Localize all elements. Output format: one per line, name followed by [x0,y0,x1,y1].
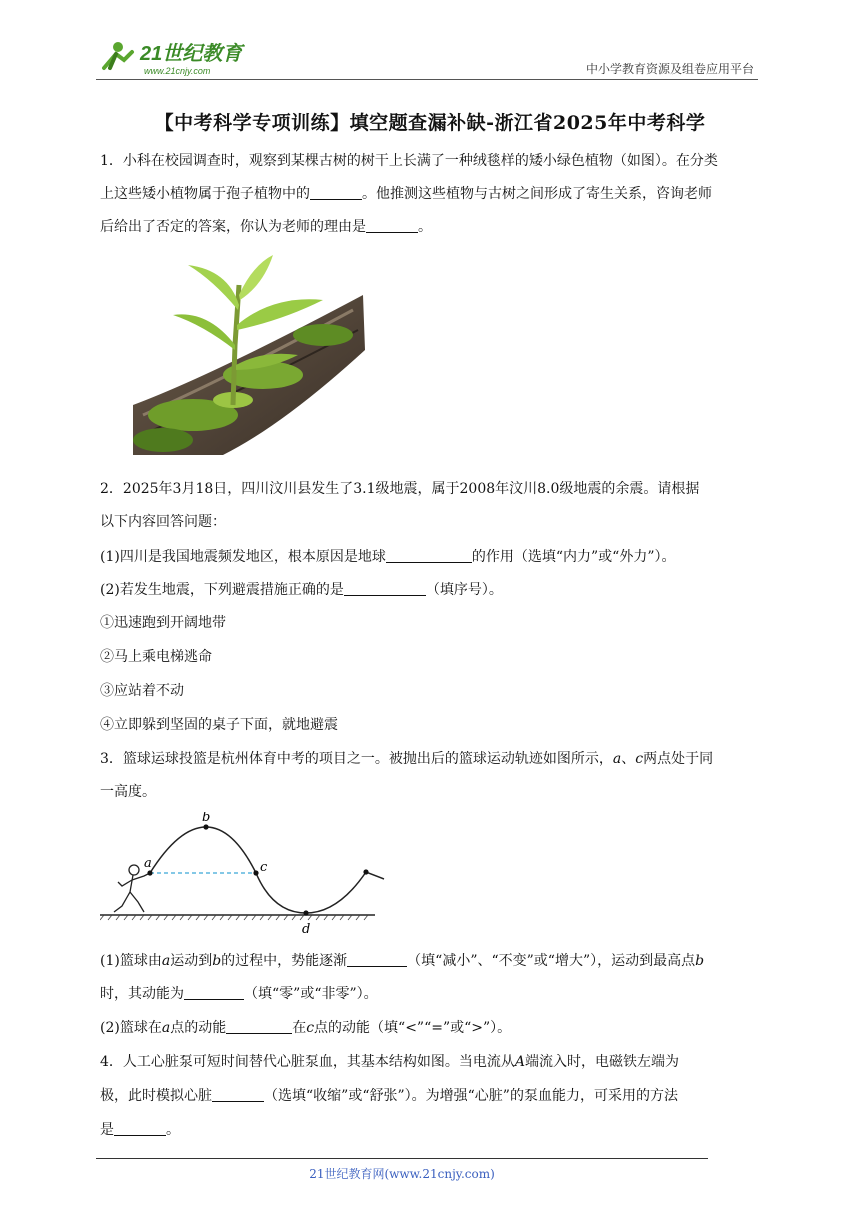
q2-option-3: ③应站着不动 [100,683,184,699]
logo [96,38,266,78]
page-header [96,38,758,82]
q2-line2: 以下内容回答问题： [100,514,226,530]
platform-name: 中小学教育资源及组卷应用平台 [585,62,754,76]
label-c: c [260,860,268,875]
point-b [203,824,208,829]
q3-sub1-line1: (1)篮球由a运动到b的过程中，势能逐渐 （填“减小”、“不变”或“增大”），运动到最高点b [100,953,705,969]
footer-divider [96,1158,708,1159]
point-end [363,869,368,874]
q3-sub1-line2: 时，其动能为 （填“零”或“非零”）。 [100,986,378,1002]
logo-text: 21世纪教育 [140,43,243,65]
basketball-trajectory-diagram [100,812,390,940]
logo-url: www.21cnjy.com [144,66,211,76]
answer-blank[interactable] [310,185,362,200]
q1-line1: 1．小科在校园调查时，观察到某棵古树的树干上长满了一种绒毯样的矮小绿色植物（如图）。在分类 [100,153,718,169]
q2-option-1: ①迅速跑到开阔地带 [100,615,226,631]
answer-blank[interactable] [366,218,418,233]
label-d: d [302,922,311,937]
page-title: 【中考科学专项训练】填空题查漏补缺-浙江省2025年中考科学 [154,112,706,134]
q4-line1: 4．人工心脏泵可短时间替代心脏泵血，其基本结构如图。当电流从A端流入时，电磁铁左端为 [100,1054,680,1070]
answer-blank[interactable] [114,1121,166,1136]
q2-sub2: (2)若发生地震，下列避震措施正确的是 （填序号）。 [100,582,503,598]
header-divider [96,79,758,80]
label-a: a [144,856,152,871]
q2-option-4: ④立即躲到坚固的桌子下面，就地避震 [100,717,338,733]
q2-line1: 2．2025年3月18日，四川汶川县发生了3.1级地震，属于2008年汶川8.0级地震的余震。请根据 [100,481,700,497]
footer-source[interactable]: 21世纪教育网(www.21cnjy.com) [309,1167,495,1181]
moss-tree-image [133,255,365,455]
label-b: b [202,812,211,825]
q4-line3: 是 。 [100,1122,180,1138]
answer-blank[interactable] [212,1087,264,1102]
q3-line1: 3．篮球运球投篮是杭州体育中考的项目之一。被抛出后的篮球运动轨迹如图所示，a、c两点处于同 [100,751,714,767]
answer-blank[interactable] [386,548,472,563]
q3-line2: 一高度。 [100,784,156,800]
q2-sub1: (1)四川是我国地震频发地区，根本原因是地球 的作用（选填“内力”或“外力”）。 [100,549,676,565]
q3-sub2: (2)篮球在a点的动能 在c点的动能（填“<”“=”或“>”）。 [100,1020,512,1036]
answer-blank[interactable] [226,1019,292,1034]
point-a [147,870,152,875]
point-c [253,870,258,875]
answer-blank[interactable] [347,952,407,967]
answer-blank[interactable] [184,985,244,1000]
q1-line2: 上这些矮小植物属于孢子植物中的 。他推测这些植物与古树之间形成了寄生关系，咨询老师 [100,186,712,202]
answer-blank[interactable] [344,581,426,596]
q4-line2: 极，此时模拟心脏 （选填“收缩”或“舒张”）。为增强“心脏”的泵血能力，可采用的方法 [100,1088,678,1104]
q1-line3: 后给出了否定的答案，你认为老师的理由是 。 [100,219,432,235]
point-d [303,910,308,915]
player-figure [114,865,150,912]
q2-option-2: ②马上乘电梯逃命 [100,649,212,665]
